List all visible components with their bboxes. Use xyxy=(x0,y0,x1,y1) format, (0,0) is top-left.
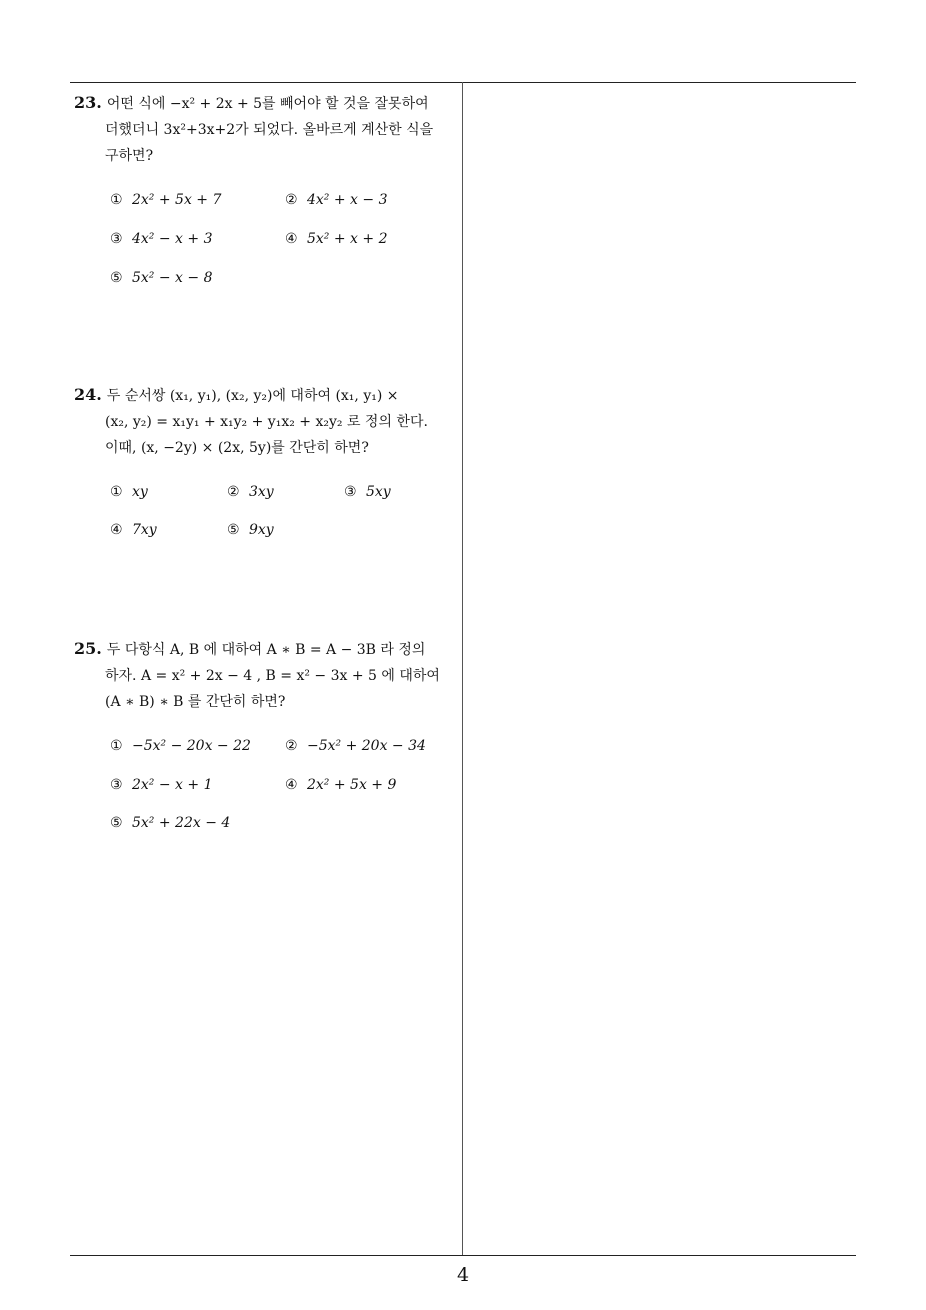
question-25 xyxy=(74,636,456,838)
choice-2[interactable]: ② 3xy xyxy=(227,484,274,500)
question-24-line-1: 두 순서쌍 (x₁, y₁), (x₂, y₂)에 대하여 (x₁, y₁) × xyxy=(106,388,399,404)
choice-3[interactable]: ③ 4x² − x + 3 xyxy=(110,231,213,247)
question-24-line-3: 이때, (x, −2y) × (2x, 5y)를 간단히 하면? xyxy=(105,440,369,456)
question-23 xyxy=(74,90,456,292)
column-divider xyxy=(462,82,463,1256)
question-23-line-1: 어떤 식에 −x² + 2x + 5를 빼어야 할 것을 잘못하여 xyxy=(106,96,429,112)
question-25-number: 25. xyxy=(74,639,102,658)
page-number: 4 xyxy=(456,1264,470,1286)
question-23-line-2: 더했더니 3x²+3x+2가 되었다. 올바르게 계산한 식을 xyxy=(105,122,434,138)
question-25-text xyxy=(74,636,456,715)
choice-5[interactable]: ⑤ 9xy xyxy=(227,522,274,538)
choice-4[interactable]: ④ 5x² + x + 2 xyxy=(285,231,388,247)
question-25-choices xyxy=(74,738,456,838)
question-25-line-3: (A ∗ B) ∗ B 를 간단히 하면? xyxy=(105,694,286,710)
header-rule xyxy=(70,82,856,83)
question-25-line-1: 두 다항식 A, B 에 대하여 A ∗ B = A − 3B 라 정의 xyxy=(106,642,426,658)
question-24-number: 24. xyxy=(74,385,102,404)
choice-2[interactable]: ② −5x² + 20x − 34 xyxy=(285,738,426,754)
question-24-text xyxy=(74,382,456,461)
choice-5[interactable]: ⑤ 5x² − x − 8 xyxy=(110,270,213,286)
choice-2[interactable]: ② 4x² + x − 3 xyxy=(285,192,388,208)
choice-3[interactable]: ③ 5xy xyxy=(344,484,391,500)
choice-3[interactable]: ③ 2x² − x + 1 xyxy=(110,777,213,793)
question-23-line-3: 구하면? xyxy=(105,148,154,164)
question-24-line-2: (x₂, y₂) = x₁y₁ + x₁y₂ + y₁x₂ + x₂y₂ 로 정의 한다. xyxy=(105,414,428,430)
choice-4[interactable]: ④ 2x² + 5x + 9 xyxy=(285,777,397,793)
question-23-text xyxy=(74,90,456,169)
question-23-number: 23. xyxy=(74,93,102,112)
choice-4[interactable]: ④ 7xy xyxy=(110,522,157,538)
footer-rule xyxy=(70,1255,856,1256)
question-24-choices xyxy=(74,484,456,544)
choice-1[interactable]: ① 2x² + 5x + 7 xyxy=(110,192,222,208)
question-23-choices xyxy=(74,192,456,292)
question-25-line-2: 하자. A = x² + 2x − 4 , B = x² − 3x + 5 에 대하여 xyxy=(105,668,440,684)
question-24 xyxy=(74,382,456,544)
choice-5[interactable]: ⑤ 5x² + 22x − 4 xyxy=(110,815,231,831)
choice-1[interactable]: ① −5x² − 20x − 22 xyxy=(110,738,251,754)
choice-1[interactable]: ① xy xyxy=(110,484,148,500)
